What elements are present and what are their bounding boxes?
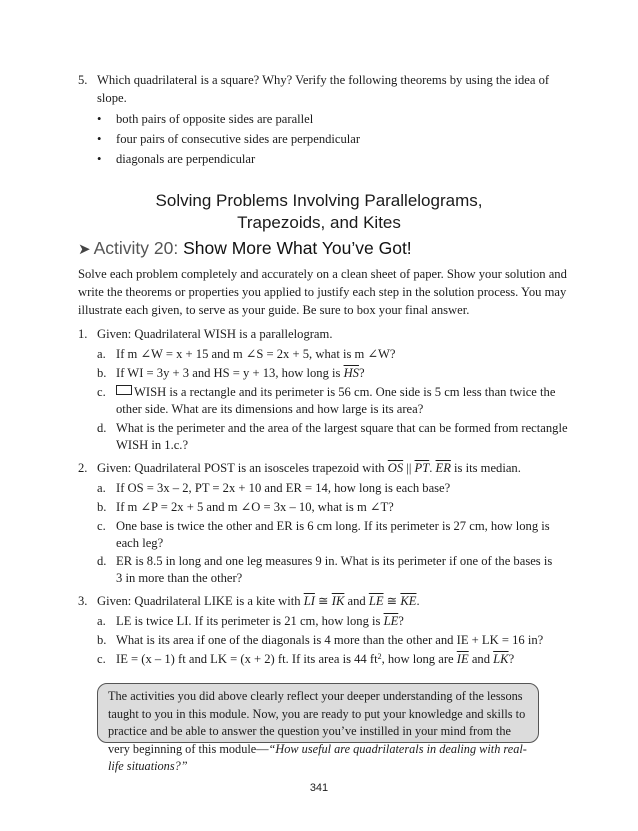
part-text: LE is twice LI. If its perimeter is 21 cm, how long is $\overline{LE}$?: [116, 614, 404, 628]
rectangle-icon: [116, 385, 132, 395]
part-text: What is its area if one of the diagonals is 4 more than the other and IE + LK = 16 in?: [116, 633, 544, 647]
bullet-item: four pairs of consecutive sides are perpendicular: [116, 132, 361, 146]
part-text: 3 in more than the other?: [116, 571, 243, 585]
part-label: d.: [97, 421, 107, 435]
reflection-note-box: [97, 683, 539, 774]
bullet-icon: •: [97, 132, 102, 146]
part-label: a.: [97, 481, 106, 495]
part-label: a.: [97, 347, 106, 361]
activity-name: Show More What You’ve Got!: [183, 238, 412, 258]
problem-number: 1.: [78, 327, 88, 341]
problem-number: 2.: [78, 461, 88, 475]
part-text: IE = (x – 1) ft and LK = (x + 2) ft. If its area is 44 $ft^2$, how long are $\overline{IE}$ and $\overline{LK}$?: [116, 652, 515, 666]
part-label: a.: [97, 614, 106, 628]
bullet-item: diagonals are perpendicular: [116, 152, 256, 166]
part-label: d.: [97, 554, 107, 568]
section-heading: Solving Problems Involving Parallelograms,: [155, 191, 483, 210]
part-label: b.: [97, 500, 107, 514]
item-text: slope.: [97, 91, 127, 105]
note-quote: “How useful are quadrilaterals in dealing with real-life situations?”: [108, 741, 527, 774]
part-label: b.: [97, 633, 107, 647]
part-text: One base is twice the other and ER is 6 cm long. If its perimeter is 27 cm, how long is: [116, 519, 550, 533]
part-text: ER is 8.5 in long and one leg measures 9 in. What is its perimeter if one of the bases is: [116, 554, 553, 568]
note-text: The activities you did above clearly reflect your deeper understanding of the lessons taught to you in this module. Now, you are ready to put your knowledge and skills to practice and be able to answer the question you’ve instilled in your mind from the very beginning of this module—: [108, 689, 526, 756]
part-label: b.: [97, 366, 107, 380]
problem-number: 3.: [78, 594, 88, 608]
part-text: If OS = 3x – 2, PT = 2x + 10 and ER = 14, how long is each base?: [116, 481, 451, 495]
part-text: other side. What are its dimensions and how large is its area?: [116, 402, 424, 416]
part-text: If WI = 3y + 3 and HS = y + 13, how long is $\overline{HS}$?: [116, 366, 365, 380]
intro-paragraph: Solve each problem completely and accurately on a clean sheet of paper. Show your solution and write the theorems or properties you applied to justify each step in the solution process. You may illustrate each given, to serve as your guide. Be sure to box your final answer.: [78, 267, 567, 317]
bullet-item: both pairs of opposite sides are parallel: [116, 112, 314, 126]
part-text: WISH is a rectangle and its perimeter is 56 cm. One side is 5 cm less than twice the: [116, 383, 555, 401]
activity-prefix: Activity 20:: [93, 238, 179, 258]
page-number: 341: [309, 782, 329, 794]
arrow-icon: ➤: [78, 241, 91, 258]
item-number: 5.: [78, 73, 88, 87]
part-text: If m ∠W = x + 15 and m ∠S = 2x + 5, what is m ∠W?: [116, 347, 396, 361]
part-text: If m ∠P = 2x + 5 and m ∠O = 3x – 10, what is m ∠T?: [116, 500, 394, 514]
bullet-icon: •: [97, 152, 102, 166]
section-heading: Trapezoids, and Kites: [237, 213, 401, 232]
part-text: WISH in 1.c.?: [116, 438, 189, 452]
part-text: each leg?: [116, 536, 164, 550]
part-label: c.: [97, 652, 106, 666]
bullet-icon: •: [97, 112, 102, 126]
part-label: c.: [97, 519, 106, 533]
problem-given: Given: Quadrilateral LIKE is a kite with $\overline{LI}$ ≅ $\overline{IK}$ and $\overline{LE}$ ≅ $\overline{KE}$.: [97, 594, 420, 608]
part-text: What is the perimeter and the area of the largest square that can be formed from rectangle: [116, 421, 568, 435]
activity-title: [78, 236, 412, 262]
problem-given: Given: Quadrilateral WISH is a parallelogram.: [97, 327, 333, 341]
part-label: c.: [97, 385, 106, 399]
problem-given: Given: Quadrilateral POST is an isosceles trapezoid with $\overline{OS}$ || $\overline{PT}$. $\overline{ER}$ is its median.: [97, 461, 521, 475]
item-text: Which quadrilateral is a square? Why? Verify the following theorems by using the idea of: [97, 73, 550, 87]
